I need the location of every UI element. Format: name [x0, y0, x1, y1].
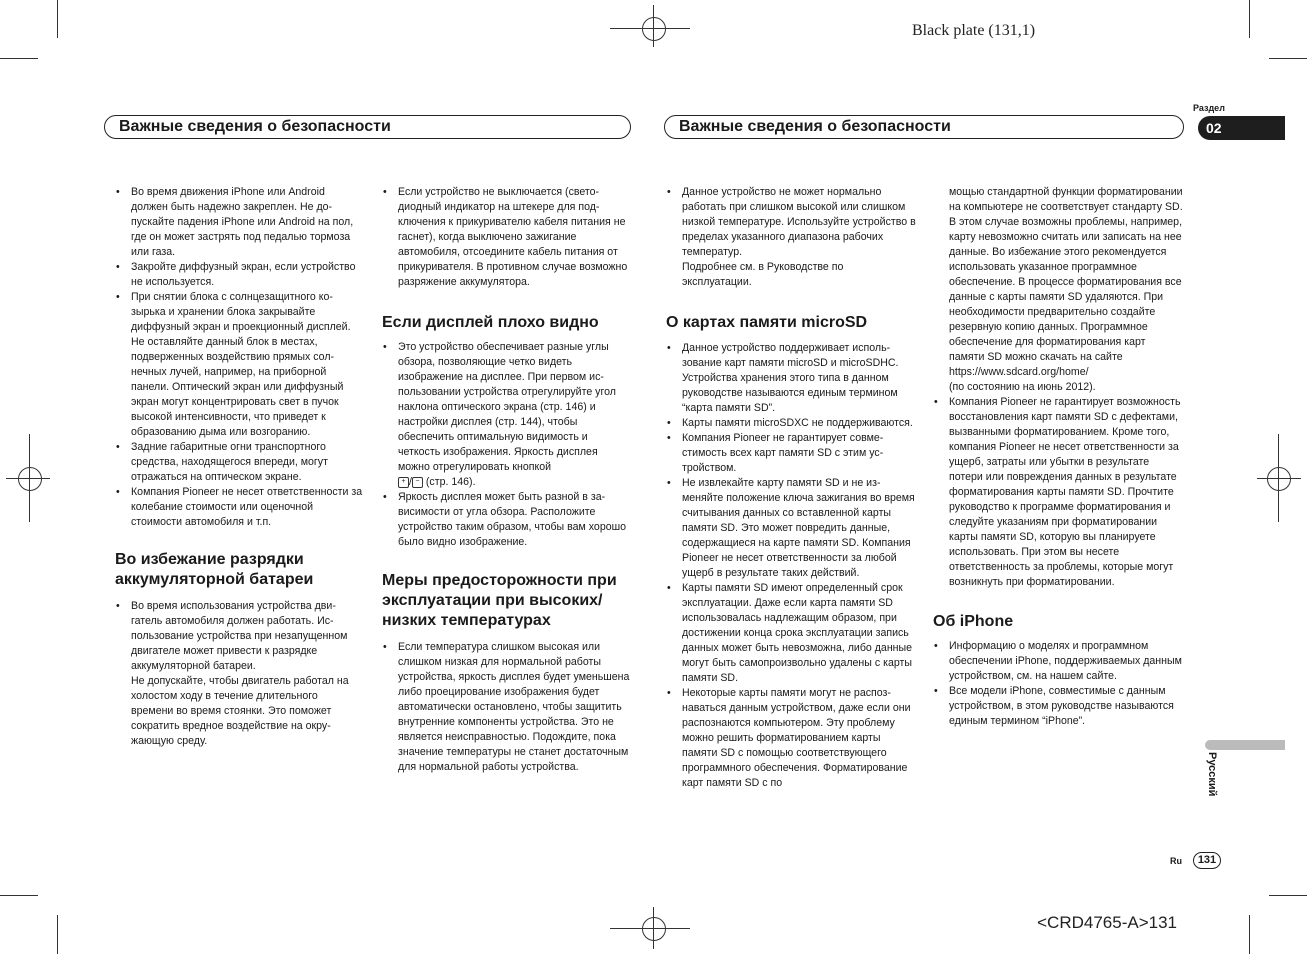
sdcard-url: https://www.sdcard.org/home/: [949, 366, 1089, 378]
list-item: • Некоторые карты памяти могут не распознаваться данным устройством, даже если они распознаются компьютером. Эту проблему можно решить форматированием карты памяти SD с помощью соответствующего программного обеспечения. Форматирование карт памяти SD с по: [666, 686, 916, 791]
registration-mark: [18, 467, 42, 491]
column-4: [933, 185, 1183, 729]
language-tab: Русский: [1206, 752, 1218, 797]
list-item: • Яркость дисплея может быть разной в зависимости от угла обзора. Расположите устройство таким образом, чтобы вам хорошо было видно изображение.: [382, 490, 632, 550]
section-header-left: Важные сведения о безопасности: [104, 115, 631, 139]
column-3: [666, 185, 916, 791]
list-item-text: Не оставляйте данный блок в местах, подверженных воздействию прямых солнечных лучей, например, на приборной панели. Оптический экран или диффузный экран могут концентрировать свет в пучок высокой интенсивности, что приведет к образованию дыма или возгоранию.: [131, 336, 344, 438]
list-item-text: Это устройство обеспечивает разные углы обзора, позволяющие четко видеть изображение на дисплее. При первом использовании устройства отрегулируйте угол наклона оптического экрана (стр. 146) и настройки дисплея (стр. 144), чтобы обеспечить оптимальную видимость и четкость изображения. Яркость дисплея можно отрегулировать кнопкой: [398, 341, 616, 473]
section-heading: Во избежание разрядки аккумуляторной батареи: [115, 551, 314, 588]
list-item-text: Не допускайте, чтобы двигатель работал на холостом ходу в течение длительного времени во время стоянки. Это поможет сократить вредное воздействие на окружающую среду.: [131, 675, 349, 747]
section-label: Раздел: [1193, 103, 1225, 113]
section-header-right: Важные сведения о безопасности: [664, 115, 1184, 139]
list-item: • Во время движения iPhone или Android должен быть надежно закреплен. Не допускайте падения iPhone или Android на пол, где он может застрять под педалью тормоза или газа.: [115, 185, 363, 260]
section-heading: Если дисплей плохо видно: [382, 314, 599, 331]
section-heading: Меры предосторожности при эксплуатации при высоких/ низких температурах: [382, 572, 617, 629]
list-item: • Карты памяти microSDXC не поддерживаются.: [666, 416, 916, 431]
continued-text: [933, 185, 1183, 395]
list-item-text: При снятии блока с солнцезащитного козырька и хранении блока закрывайте диффузный экран и проекционный дисплей.: [131, 291, 351, 333]
list-item: • Компания Pioneer не несет ответственности за колебание стоимости или оценочной стоимости автомобиля и т.п.: [115, 485, 363, 530]
page-language: Ru: [1170, 856, 1182, 866]
registration-mark: [642, 17, 666, 41]
list-item: • Не извлекайте карту памяти SD и не изменяйте положение ключа зажигания во время считывания данных со вставленной карты памяти SD. Это может повредить данные, содержащиеся на карте памяти SD. Компания Pioneer не несет ответственности за любой ущерб в результате таких действий.: [666, 476, 916, 581]
list-item: • Если устройство не выключается (светодиодный индикатор на штекере для подключения к прикуривателю кабеля питания не гаснет), когда выключено зажигание автомобиля, отсоедините кабель питания от прикуривателя. В противном случае возможно разряжение аккумулятора.: [382, 185, 632, 290]
plus-button-icon: +: [398, 477, 409, 488]
list-item: • Это устройство обеспечивает разные углы обзора, позволяющие четко видеть изображение на дисплее. При первом использовании устройства отрегулируйте угол наклона оптического экрана (стр. 146) и настройки дисплея (стр. 144), чтобы обеспечить оптимальную видимость и четкость изображения. Яркость дисплея можно отрегулировать кнопкой + / − (стр. 146).: [382, 340, 632, 490]
language-bar: [1205, 740, 1285, 750]
list-item: [115, 290, 363, 440]
list-item: • Карты памяти SD имеют определенный срок эксплуатации. Даже если карта памяти SD использовалась надлежащим образом, при достижении конца срока эксплуатации запись данных может быть невозможна, либо данные могут быть самопроизвольно удалены с карты памяти SD.: [666, 581, 916, 686]
list-item-text: Подробнее см. в Руководстве по эксплуатации.: [682, 261, 844, 288]
section-heading: Об iPhone: [933, 613, 1014, 630]
list-item: • Если температура слишком высокая или слишком низкая для нормальной работы устройства, яркость дисплея будет уменьшена либо проецирование изображения будет автоматически остановлено, чтобы защитить внутренние компоненты устройства. Это не является неисправностью. Подождите, пока значение температуры не станет достаточным для нормальной работы устройства.: [382, 640, 632, 775]
list-item: [666, 185, 916, 290]
url-date: (по состоянию на июнь 2012).: [949, 381, 1096, 393]
crop-mark: [57, 915, 58, 954]
crop-mark: [57, 0, 58, 38]
registration-mark: [1267, 467, 1291, 491]
crop-mark: [1249, 915, 1250, 954]
registration-mark: [642, 917, 666, 941]
paragraph-text: мощью стандартной функции форматировании на компьютере не соответствует стандарту SD. В этом случае возможны проблемы, например, карту невозможно считать или записать на нее данные. Во избежание этого рекомендуется использовать указанное программное обеспечение. В процессе форматирования все данные с карты памяти SD удаляются. При необходимости предварительно создайте резервную копию данных. Программное обеспечение для форматирования карт памяти SD можно скачать на сайте: [949, 186, 1183, 363]
list-item: • Задние габаритные огни транспортного средства, находящегося впереди, могут отражаться на оптическом экране.: [115, 440, 363, 485]
crop-mark: [0, 58, 38, 59]
list-item: • Все модели iPhone, совместимые с данным устройством, в этом руководстве называются единым термином “iPhone”.: [933, 684, 1183, 729]
list-item: • Данное устройство поддерживает использование карт памяти microSD и microSDHC. Устройства хранения этого типа в данном руководстве называются единым термином “карта памяти SD”.: [666, 341, 916, 416]
list-item: • Информацию о моделях и программном обеспечении iPhone, поддерживаемых данным устройством, см. на нашем сайте.: [933, 639, 1183, 684]
list-item: • Закройте диффузный экран, если устройство не используется.: [115, 260, 363, 290]
minus-button-icon: −: [412, 477, 423, 488]
footer-code: <CRD4765-A>131: [1037, 913, 1177, 932]
crop-mark: [1269, 895, 1307, 896]
crop-mark: [1249, 0, 1250, 38]
plate-label: Black plate (131,1): [912, 22, 1036, 39]
section-heading: О картах памяти microSD: [666, 314, 868, 331]
crop-mark: [1269, 58, 1307, 59]
list-item-text: (стр. 146).: [425, 476, 476, 488]
section-number-tab: 02: [1198, 116, 1285, 140]
list-item: [115, 599, 363, 749]
crop-mark: [0, 895, 38, 896]
list-item-text: Данное устройство не может нормально работать при слишком высокой или слишком низкой температуре. Используйте устройство в пределах указанного диапазона рабочих температур.: [682, 186, 916, 258]
list-item-text: Во время использования устройства двигатель автомобиля должен работать. Использование устройства при незапущенном двигателе может привести к разрядке аккумуляторной батареи.: [131, 600, 348, 672]
page-number: 131: [1193, 852, 1221, 869]
list-item: • Компания Pioneer не гарантирует возможность восстановления карт памяти SD с дефектами, вызванными форматированием. Кроме того, компания Pioneer не несет ответственности за ущерб, затраты или убытки в результате потери или повреждения данных в результате форматирования карты памяти SD. Прочтите руководство к программе форматирования и следуйте указаниям при форматировании карты памяти SD, которую вы планируете использовать. При этом вы несете ответственность за проблемы, которые могут возникнуть при форматировании.: [933, 395, 1183, 590]
column-2: [382, 185, 632, 775]
column-1: [115, 185, 363, 749]
list-item: • Компания Pioneer не гарантирует совместимость всех карт памяти SD с этим устройством.: [666, 431, 916, 476]
